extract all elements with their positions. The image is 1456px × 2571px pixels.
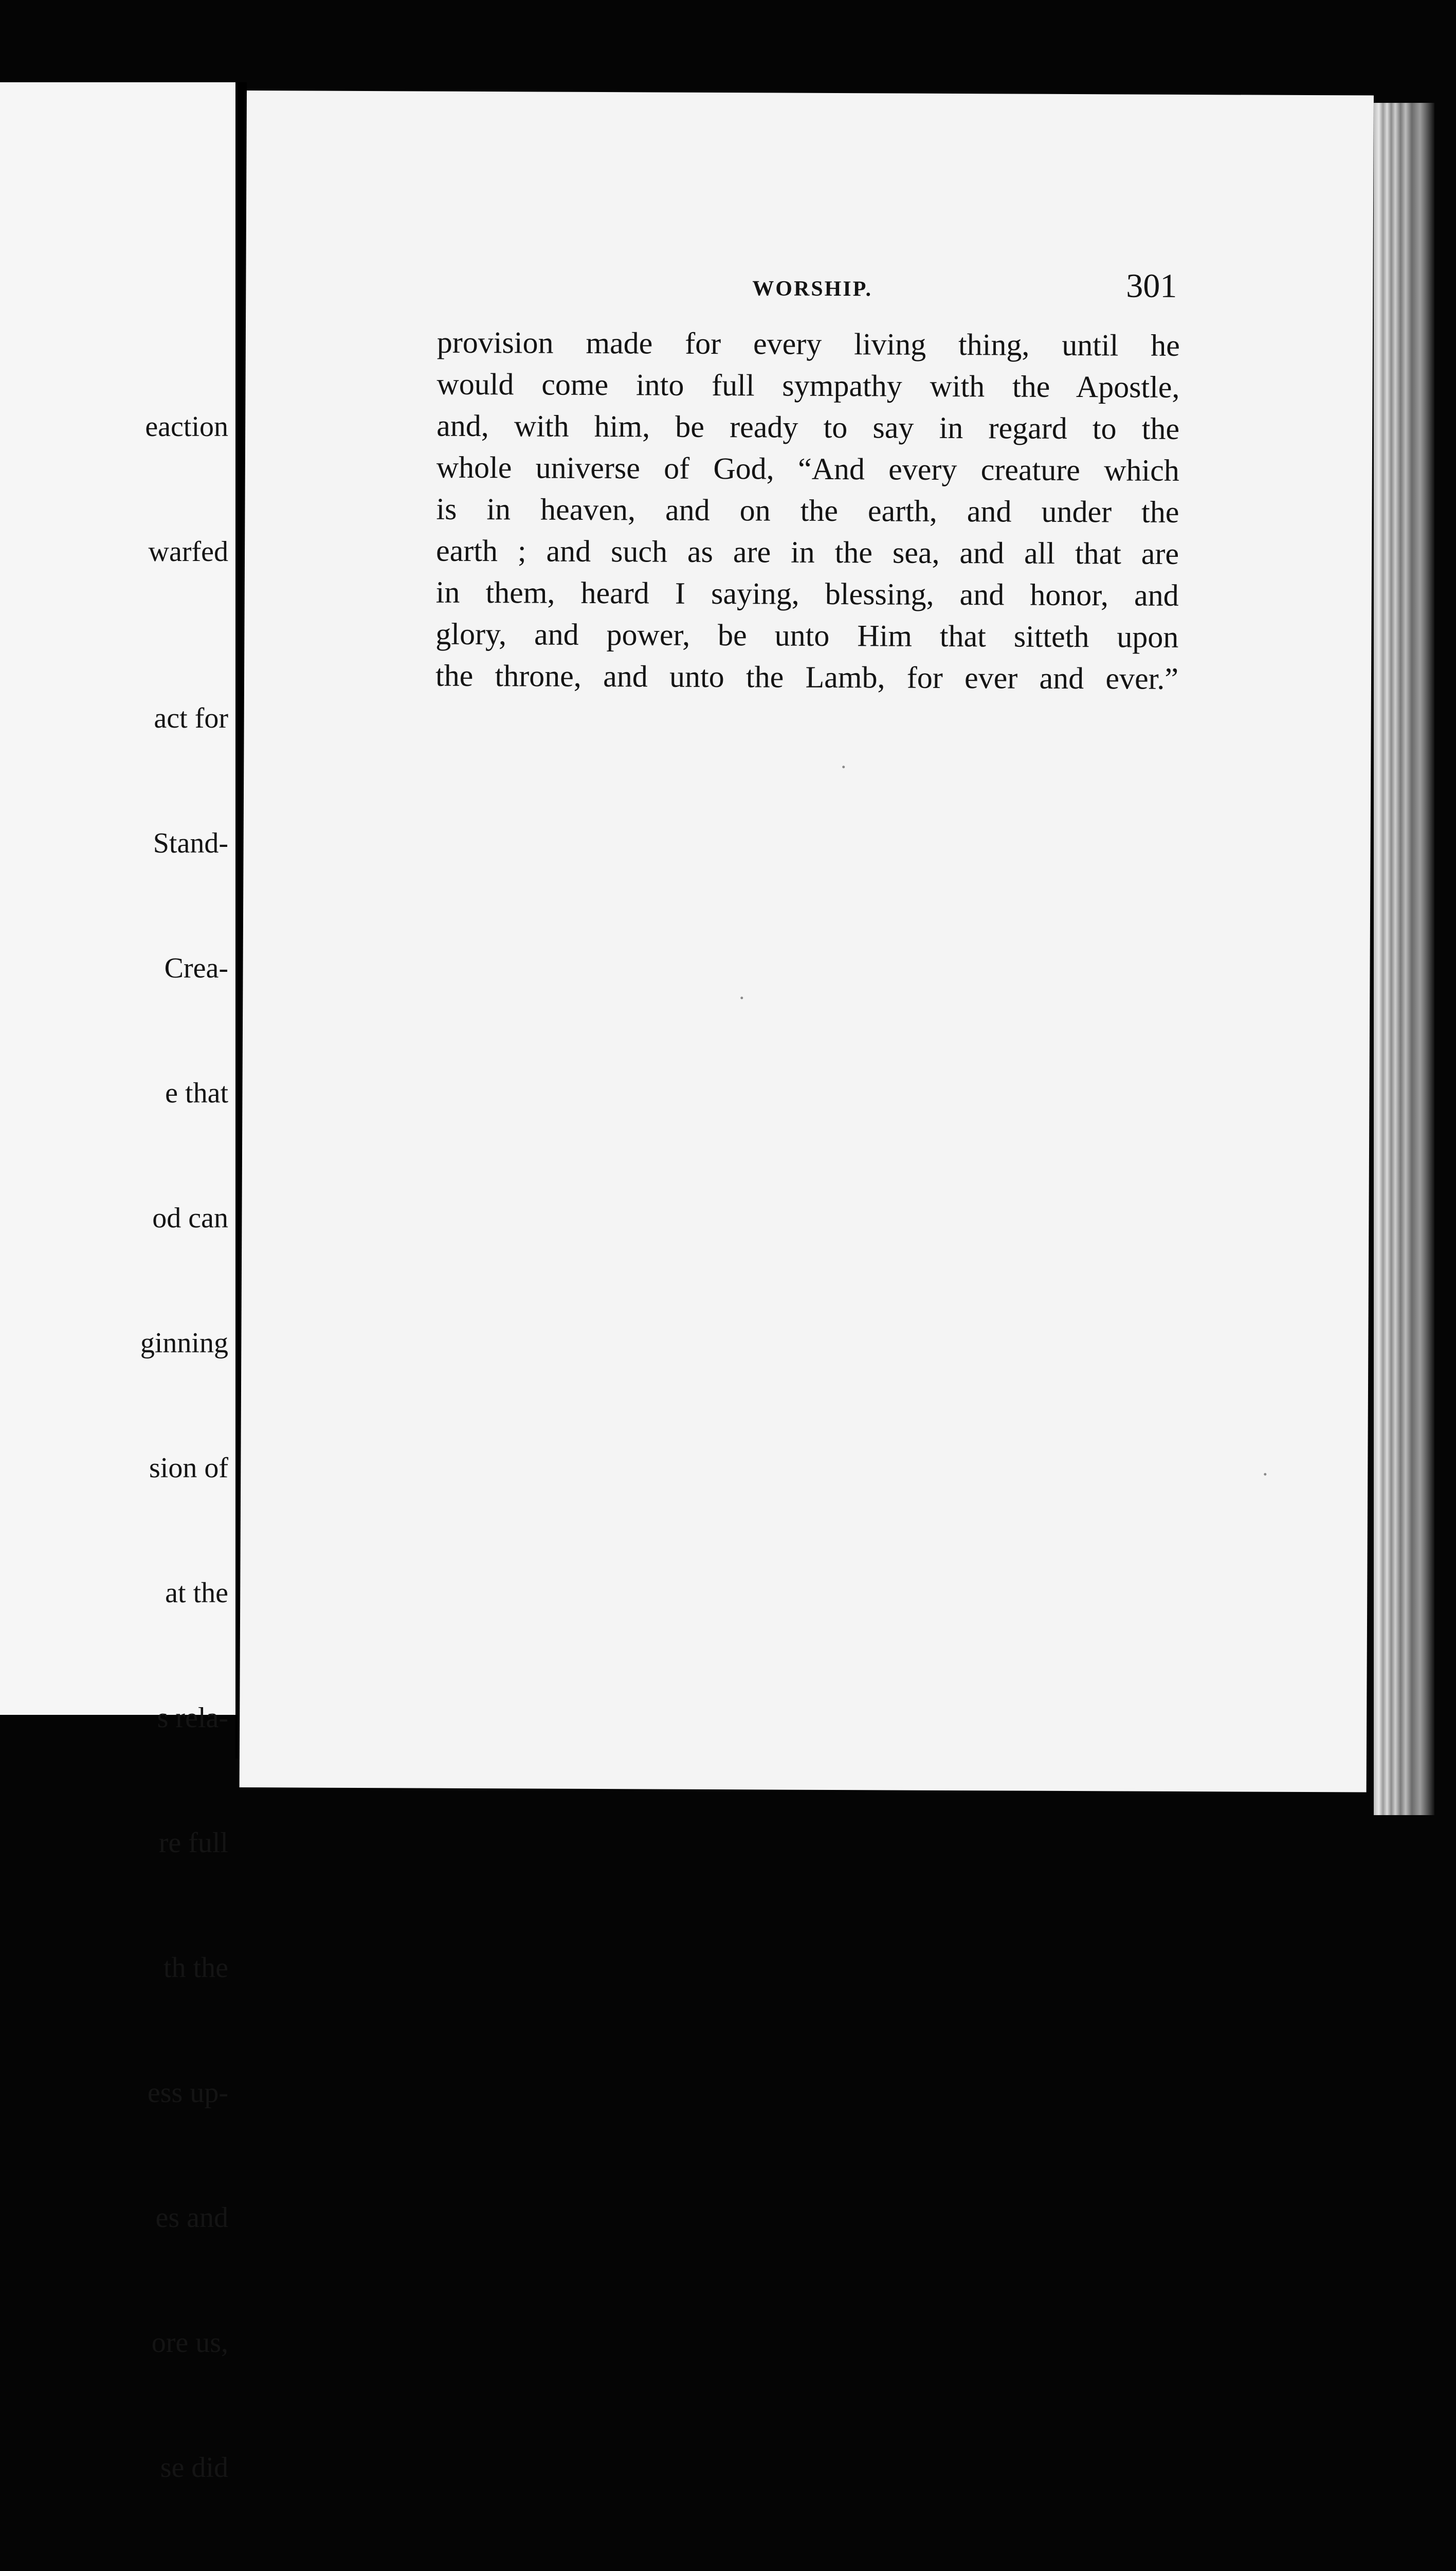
left-line: re full [158,1827,228,1859]
left-page-text [140,323,228,2571]
left-line: at the [165,1577,228,1609]
left-line: sion of [149,1452,228,1484]
left-line: warfed [148,536,228,568]
left-facing-page [0,82,235,2484]
left-line: act for [154,702,228,734]
text-line: glory, and power, be unto Him that sitteth upon [435,617,1179,654]
left-line: ess up- [147,2077,228,2109]
left-line: th the [163,1952,228,1984]
speck [1264,1473,1266,1476]
text-line: is in heaven, and on the earth, and under the [436,492,1179,529]
page-edges [1374,103,1434,1815]
text-line: whole universe of God, “And every creature which [436,450,1179,487]
left-line: s rela- [157,1702,228,1734]
body-text [435,322,1180,700]
text-line: earth ; and such as are in the sea, and all that are [435,533,1179,571]
page-header [246,263,1373,309]
left-line: se did [160,2452,228,2484]
running-head: WORSHIP. [752,277,873,301]
page-number: 301 [1126,267,1177,305]
left-line: e that [165,1077,228,1109]
right-page [240,90,1374,1793]
left-line: Stand- [153,827,228,859]
speck [842,766,845,768]
left-line: es and [155,2202,228,2234]
text-line: would come into full sympathy with the Apostle, [436,367,1180,404]
text-line: the throne, and unto the Lamb, for ever and ever.” [435,658,1179,696]
left-line: ore us, [151,2327,228,2359]
speck [740,997,743,999]
left-line: ginning [140,1327,228,1359]
left-line: Crea- [164,952,228,984]
text-line: provision made for every living thing, until he [436,325,1180,363]
left-line: od can [152,1202,228,1234]
paper-specks [247,90,1374,96]
left-line: eaction [145,411,228,443]
text-line: and, with him, be ready to say in regard to the [436,408,1180,446]
text-line: in them, heard I saying, blessing, and honor, and [435,575,1179,612]
